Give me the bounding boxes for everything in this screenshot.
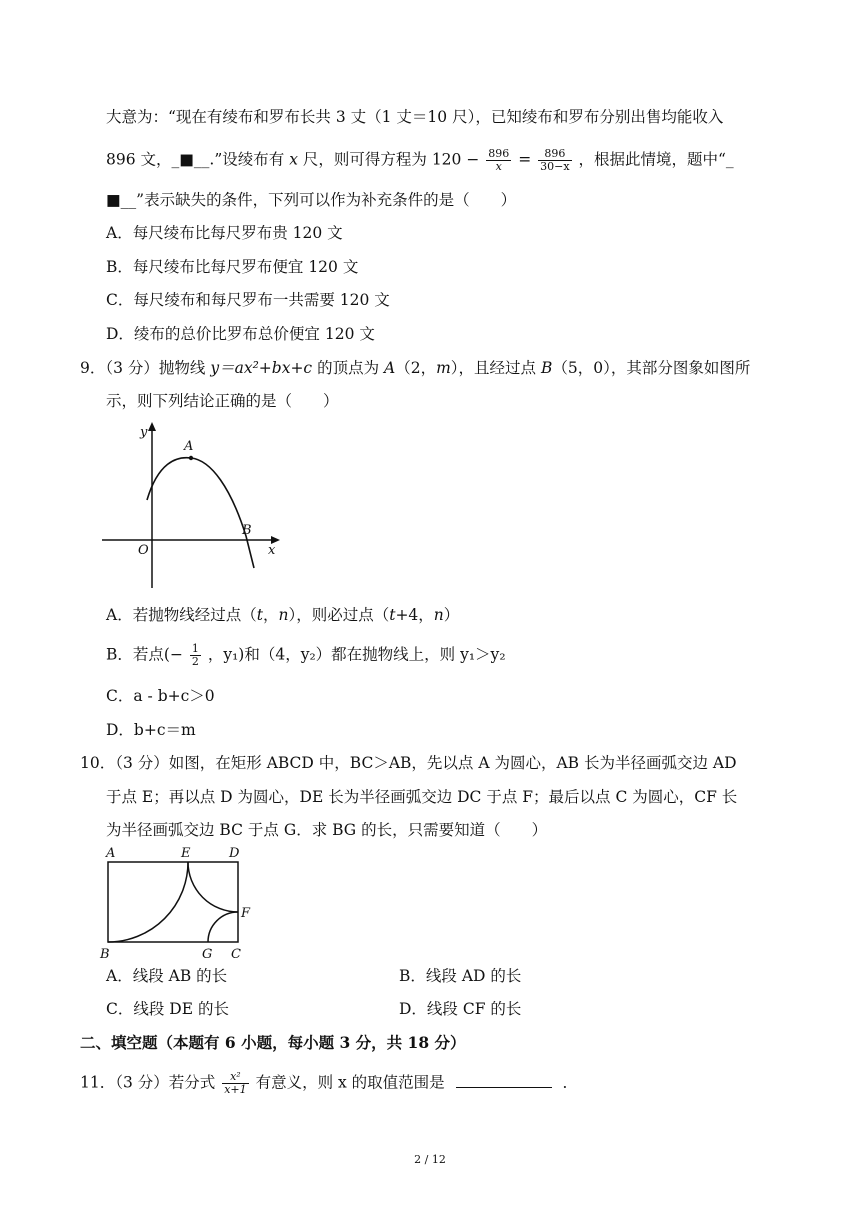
q11-answer-blank[interactable] (456, 1073, 552, 1088)
q10-option-b[interactable]: B．线段 AD 的长 (399, 967, 522, 985)
q10-arc-be (108, 862, 188, 942)
q10-arc-fg (208, 912, 238, 942)
q9-line-1-b: 的顶点为 (317, 359, 380, 377)
q9-option-b-fraction (190, 643, 201, 668)
q9-option-a-t2: t (389, 606, 396, 624)
q9-y-axis-arrow (148, 422, 156, 431)
q9-graph-label-a: A (184, 439, 194, 454)
q10-rectangle (108, 862, 238, 942)
q9-option-b[interactable] (106, 643, 506, 668)
q8-eq-fraction-1 (486, 148, 511, 173)
q10-label-d: D (229, 846, 240, 861)
q9-graph-label-x: x (268, 543, 276, 558)
q10-label-a: A (106, 846, 116, 861)
q9-graph-label-o: O (138, 543, 149, 558)
q9-option-d[interactable]: D．b+c＝m (106, 721, 196, 739)
q9-parabola-curve (147, 458, 254, 568)
q8-eq-fraction-1-den: x (495, 160, 502, 173)
q9-line-2: 示，则下列结论正确的是（ ） (106, 392, 339, 410)
q9-option-b-fraction-den: 2 (191, 655, 199, 668)
q9-option-a-n2: n (433, 606, 444, 624)
q8-var-x: x (289, 150, 298, 169)
q9-point-b: B (541, 359, 553, 377)
section-2-title: 二、填空题（本题有 6 小题，每小题 3 分，共 18 分） (80, 1033, 466, 1052)
q11-line (80, 1071, 578, 1096)
q9-option-a-text-3: ），则必过点（ (288, 606, 390, 624)
q8-eq-fraction-2-num: 896 (538, 148, 571, 161)
q10-option-c[interactable]: C．线段 DE 的长 (106, 1000, 229, 1018)
q9-option-b-text-2: ，y₁)和（4，y₂）都在抛物线上，则 y₁＞y₂ (207, 645, 506, 664)
q10-line-2: 于点 E；再以点 D 为圆心，DE 长为半径画弧交边 DC 于点 F；最后以点 C 为圆心，CF 长 (106, 788, 738, 806)
q10-line-1: 10．（3 分）如图，在矩形 ABCD 中，BC＞AB，先以点 A 为圆心，AB 长为半径画弧交边 AD (80, 754, 737, 772)
q10-label-b: B (100, 947, 110, 962)
q9-option-a-n: n (278, 606, 289, 624)
q10-label-c: C (231, 947, 241, 962)
q9-line-1-d: ），且经过点 (450, 359, 537, 377)
q8-option-d[interactable]: D．绫布的总价比罗布总价便宜 120 文 (106, 325, 375, 343)
q10-option-a[interactable]: A．线段 AB 的长 (106, 967, 228, 985)
q8-eq-equals: = (518, 150, 532, 169)
q10-arc-ef (188, 862, 238, 912)
q9-parabola-graph (96, 418, 286, 593)
q9-m: m (436, 359, 451, 377)
q10-option-d[interactable]: D．线段 CF 的长 (399, 1000, 522, 1018)
q9-option-b-fraction-num: 1 (191, 642, 199, 655)
q11-fraction-den: x+1 (224, 1083, 247, 1096)
q9-option-a-text-5: ） (443, 606, 460, 624)
q9-option-a-text-2: ， (262, 606, 279, 624)
q8-line-3: ■__”表示缺失的条件，下列可以作为补充条件的是（ ） (106, 191, 517, 209)
q9-graph-label-y: y (140, 425, 148, 440)
q9-option-c[interactable]: C．a - b+c＞0 (106, 687, 215, 705)
q9-option-a-text-1: A．若抛物线经过点（ (106, 606, 257, 624)
q11-fraction-num: x² (222, 1071, 248, 1084)
q9-parabola-equation: y＝ax²+bx+c (210, 359, 313, 377)
q8-option-b[interactable]: B．每尺绫布比每尺罗布便宜 120 文 (106, 258, 359, 276)
q8-eq-fraction-2 (538, 148, 571, 173)
q11-end: ． (562, 1073, 579, 1092)
q9-option-a[interactable] (106, 604, 459, 626)
q8-eq-fraction-1-num: 896 (488, 147, 510, 160)
q10-line-3: 为半径画弧交边 BC 于点 G．求 BG 的长，只需要知道（ ） (106, 821, 548, 839)
q9-option-b-text-1: B．若点(− (106, 645, 183, 664)
q11-prefix: 11．（3 分）若分式 (80, 1073, 216, 1092)
q10-label-f: F (241, 906, 251, 921)
q11-fraction (222, 1071, 248, 1096)
q8-eq-fraction-2-den: 30−x (540, 160, 570, 173)
q9-vertex-dot (189, 456, 193, 460)
q10-label-e: E (181, 846, 191, 861)
q9-line-1-a: 9．（3 分）抛物线 (80, 359, 206, 377)
q8-option-c[interactable]: C．每尺绫布和每尺罗布一共需要 120 文 (106, 291, 390, 309)
page-number: 2 / 12 (414, 1153, 446, 1166)
q9-graph-label-b: B (242, 523, 252, 538)
q9-line-1 (80, 357, 750, 379)
q8-line-2-c: ，根据此情境，题中“_ (578, 150, 734, 169)
q8-line-1: 大意为：“现在有绫布和罗布长共 3 丈（1 丈＝10 尺），已知绫布和罗布分别出售均能收入 (106, 108, 724, 126)
q8-option-a[interactable]: A．每尺绫布比每尺罗布贵 120 文 (106, 224, 343, 242)
q10-label-g: G (202, 947, 213, 962)
q9-line-1-e: （5，0），其部分图象如图所 (552, 359, 751, 377)
q8-line-2 (106, 148, 734, 173)
q9-option-a-text-4: +4， (395, 606, 434, 624)
q8-line-2-a: 896 文，_■__.”设绫布有 (106, 150, 285, 169)
q9-point-a: A (384, 359, 396, 377)
q10-rectangle-figure (96, 842, 266, 964)
q9-line-1-c: （2， (395, 359, 437, 377)
q8-line-2-b: 尺，则可得方程为 120 − (302, 150, 480, 169)
q11-suffix: 有意义，则 x 的取值范围是 (255, 1073, 445, 1092)
q9-option-a-t: t (256, 606, 263, 624)
